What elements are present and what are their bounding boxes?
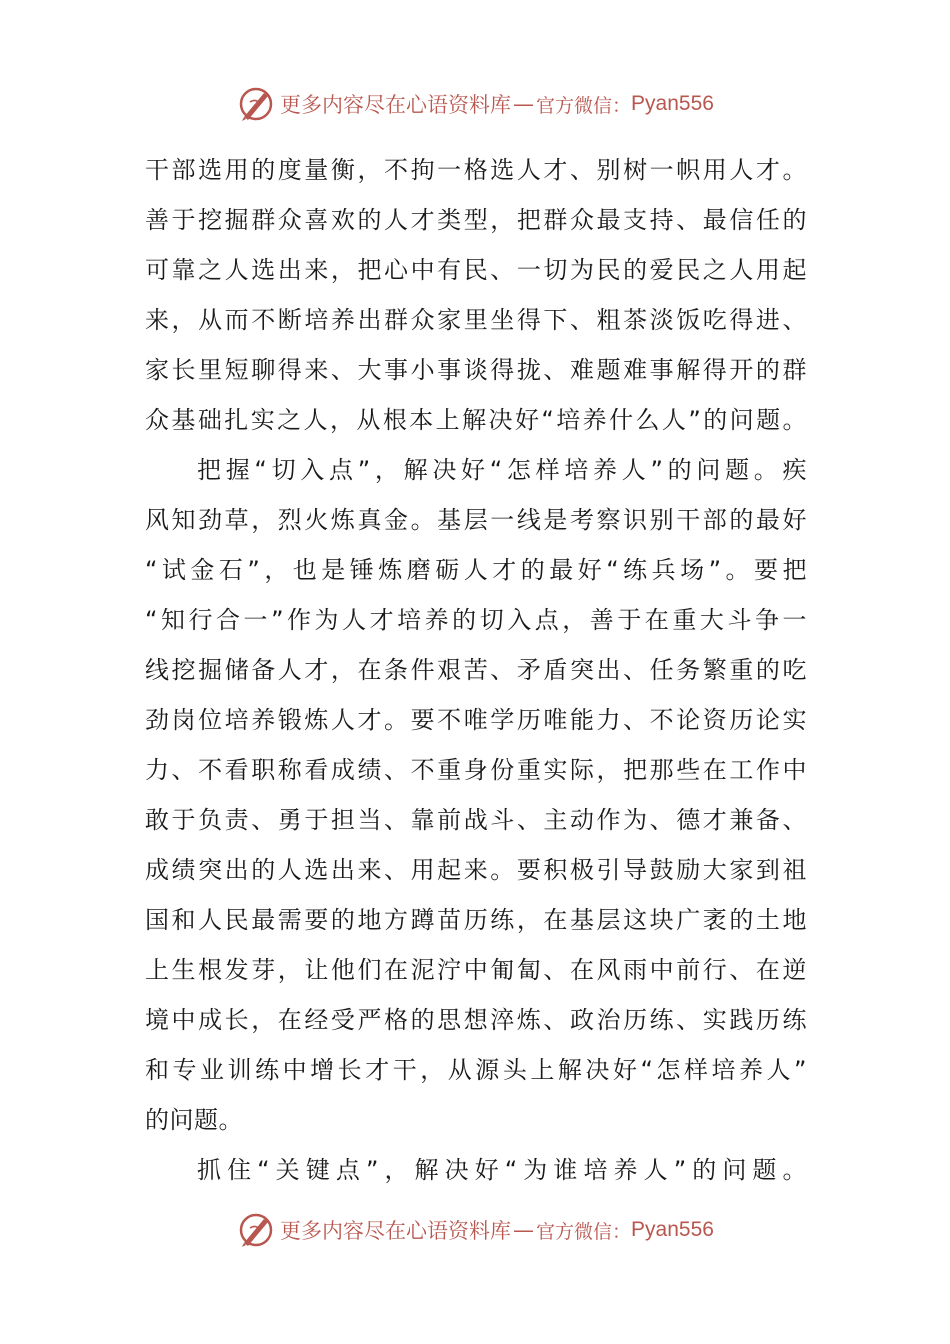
text-line: 力、不看职称看成绩、不重身份重实际，把那些在工作中 xyxy=(145,756,807,784)
text-line: 成绩突出的人选出来、用起来。要积极引导鼓励大家到祖 xyxy=(145,856,807,884)
banner-separator: — xyxy=(513,92,535,116)
paragraph-heading-line: 抓住“关键点”，解决好“为谁培养人”的问题。 xyxy=(197,1156,807,1184)
text-line: 善于挖掘群众喜欢的人才类型，把群众最支持、最信任的 xyxy=(145,206,807,234)
banner-separator: — xyxy=(513,1218,535,1242)
text-line: “知行合一”作为人才培养的切入点，善于在重大斗争一 xyxy=(145,606,807,634)
footer-banner xyxy=(0,1210,950,1250)
pen-logo-icon xyxy=(236,1210,276,1250)
text-line: 来，从而不断培养出群众家里坐得下、粗茶淡饭吃得进、 xyxy=(145,306,807,334)
text-line: 敢于负责、勇于担当、靠前战斗、主动作为、德才兼备、 xyxy=(145,806,807,834)
banner-contact-label: 官方微信： xyxy=(536,1220,632,1243)
text-line: 众基础扎实之人，从根本上解决好“培养什么人”的问题。 xyxy=(145,406,807,434)
text-line: 上生根发芽，让他们在泥泞中匍匐、在风雨中前行、在逆 xyxy=(145,956,807,984)
text-line: 家长里短聊得来、大事小事谈得拢、难题难事解得开的群 xyxy=(145,356,807,384)
banner-brand: 更多内容尽在心语资料库 xyxy=(280,1219,512,1243)
text-line: 干部选用的度量衡，不拘一格选人才、别树一帜用人才。 xyxy=(145,156,807,184)
text-line: 境中成长，在经受严格的思想淬炼、政治历练、实践历练 xyxy=(145,1006,807,1034)
banner-contact-label: 官方微信： xyxy=(536,94,632,117)
text-line: 国和人民最需要的地方蹲苗历练，在基层这块广袤的土地 xyxy=(145,906,807,934)
pen-logo-icon xyxy=(236,84,276,124)
text-line: 可靠之人选出来，把心中有民、一切为民的爱民之人用起 xyxy=(145,256,807,284)
banner-brand: 更多内容尽在心语资料库 xyxy=(280,93,512,117)
banner-contact-value: Pyan556 xyxy=(631,1218,714,1241)
text-line: 风知劲草，烈火炼真金。基层一线是考察识别干部的最好 xyxy=(145,506,807,534)
document-body xyxy=(145,145,807,1195)
paragraph-heading-line: 把握“切入点”，解决好“怎样培养人”的问题。疾 xyxy=(197,456,807,484)
banner-contact-value: Pyan556 xyxy=(631,92,714,115)
text-line: 劲岗位培养锻炼人才。要不唯学历唯能力、不论资历论实 xyxy=(145,706,807,734)
text-line: 和专业训练中增长才干，从源头上解决好“怎样培养人” xyxy=(145,1056,807,1084)
text-line: 线挖掘储备人才，在条件艰苦、矛盾突出、任务繁重的吃 xyxy=(145,656,807,684)
text-line: “试金石”，也是锤炼磨砺人才的最好“练兵场”。要把 xyxy=(145,556,807,584)
text-line: 的问题。 xyxy=(145,1106,243,1134)
header-banner xyxy=(0,84,950,124)
